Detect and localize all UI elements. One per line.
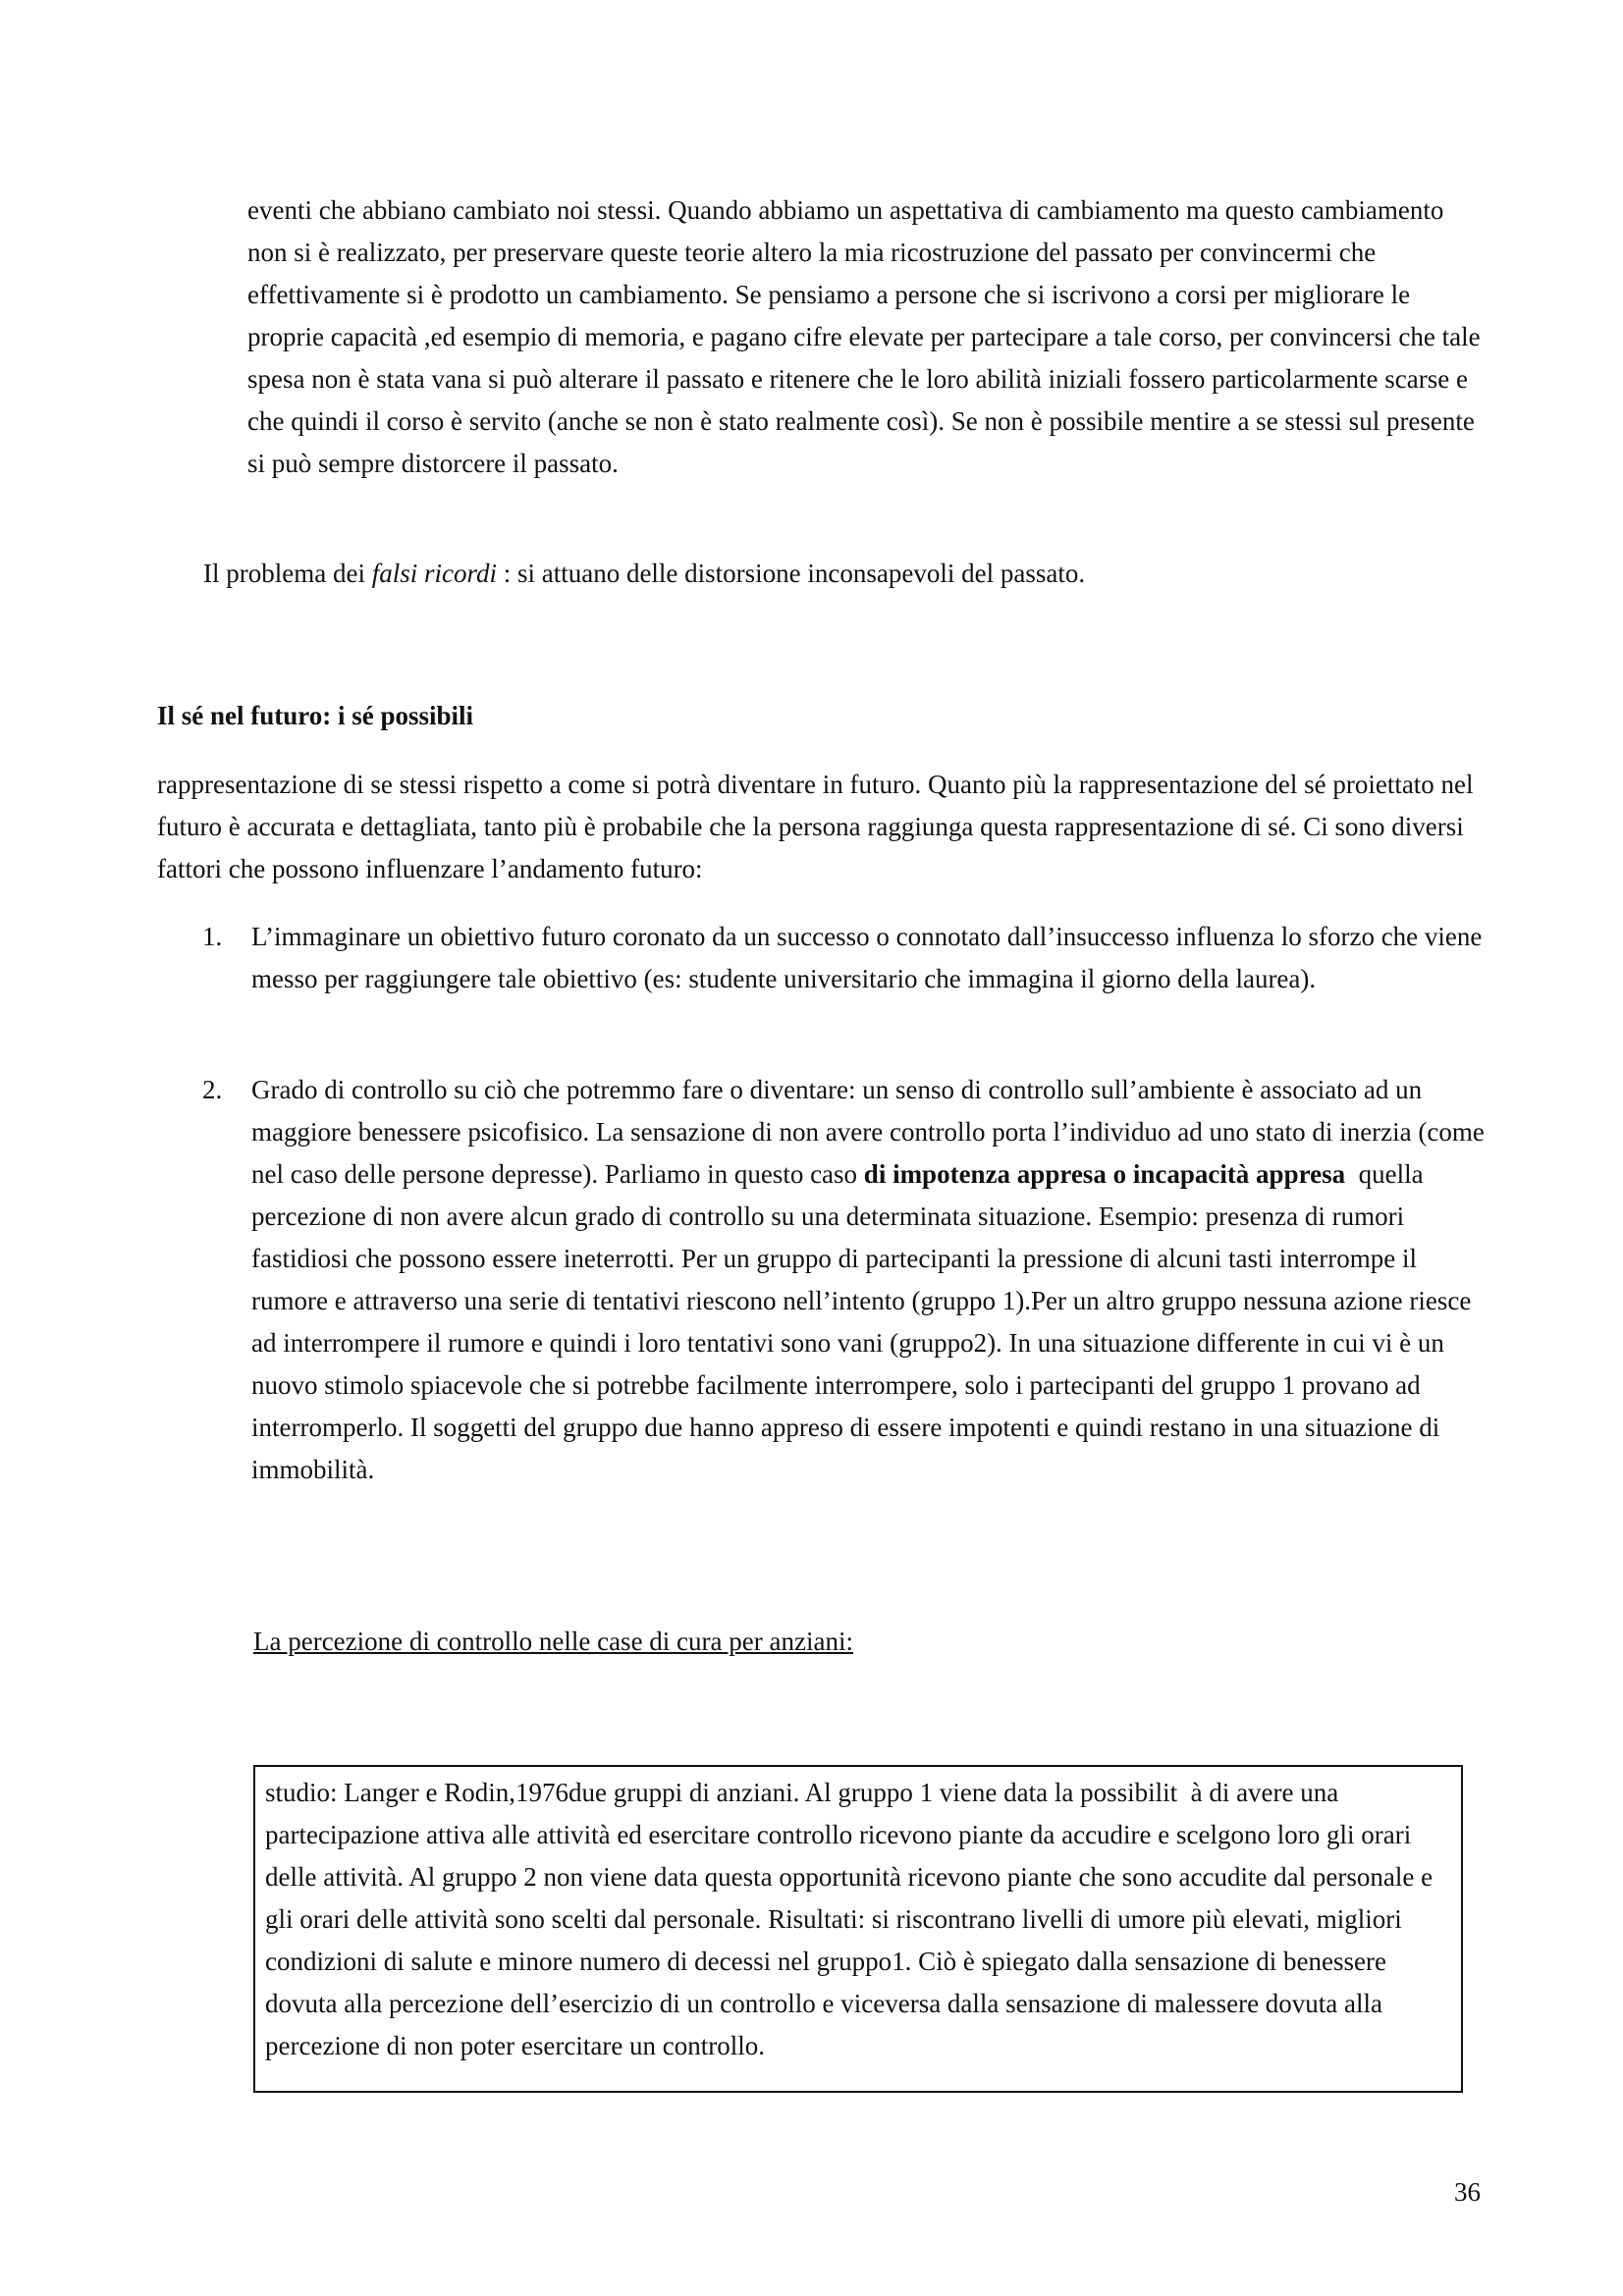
false-memories-lead: Il problema dei [203, 559, 372, 588]
study-box-text: studio: Langer e Rodin,1976due gruppi di anziani. Al gruppo 1 viene data la possibilit à di avere una partecipazione attiva alle attività ed esercitare controllo ricevono piante da accudire e scelgono loro gli orari delle attività. Al gruppo 2 non viene data questa opportunità ricevono piante che sono accudite dal personale e gli orari delle attività sono scelti dal personale. Risultati: si riscontrano livelli di umore più elevati, migliori condizioni di salute e minore numero di decessi nel gruppo1. Ciò è spiegato dalla sensazione di benessere dovuta alla percezione dell’esercizio di un controllo e viceversa dalla sensazione di malessere dovuta alla percezione di non poter esercitare un controllo. [265, 1778, 1439, 2060]
study-box [253, 1765, 1463, 2093]
list-item [202, 1069, 1485, 1491]
page-number: 36 [1454, 2177, 1481, 2207]
false-memories-term: falsi ricordi [371, 559, 497, 588]
false-memories-line [203, 553, 1480, 595]
false-memories-rest: : si attuano delle distorsione inconsapevoli del passato. [496, 559, 1086, 588]
subheading: La percezione di controllo nelle case di cura per anziani: [253, 1627, 853, 1656]
list-item [202, 916, 1485, 1000]
impotenza-appresa-term: di impotenza appresa o incapacità appresa [863, 1159, 1346, 1189]
section-paragraph: rappresentazione di se stessi rispetto a come si potrà diventare in futuro. Quanto più la rappresentazione del sé proiettato nel futuro è accurata e dettagliata, tanto più è probabile che la persona raggiunga questa rappresentazione di sé. Ci sono diversi fattori che possono influenzare l’andamento futuro: [157, 770, 1474, 883]
list-text-after: quella percezione di non avere alcun grado di controllo su una determinata situazione. Esempio: presenza di rumori fastidiosi che possono essere ineterrotti. Per un gruppo di partecipanti la pressione di alcuni tasti interrompe il rumore e attraverso una serie di tentativi riescono nell’intento (gruppo 1).Per un altro gruppo nessuna azione riesce ad interrompere il rumore e quindi i loro tentativi sono vani (gruppo2). In una situazione differente in cui vi è un nuovo stimolo spiacevole che si potrebbe facilmente interrompere, solo i partecipanti del gruppo 1 provano ad interromperlo. Il soggetti del gruppo due hanno appreso di essere impotenti e quindi restano in una situazione di immobilità. [251, 1159, 1479, 1484]
list-text-before: Grado di controllo su ciò che potremmo fare o diventare: un senso di controllo sull’ambiente è associato ad un maggiore benessere psicofisico. La sensazione di non avere controllo porta l’individuo ad uno stato di inerzia (come nel caso delle persone depresse). Parliamo in questo caso [251, 1075, 1485, 1189]
list-number: 2. [202, 1075, 223, 1104]
intro-paragraph: eventi che abbiano cambiato noi stessi. Quando abbiamo un aspettativa di cambiamento ma questo cambiamento non si è realizzato, per preservare queste teorie altero la mia ricostruzione del passato per convincermi che effettivamente si è prodotto un cambiamento. Se pensiamo a persone che si iscrivono a corsi per migliorare le proprie capacità ,ed esempio di memoria, e pagano cifre elevate per partecipare a tale corso, per convincersi che tale spesa non è stata vana si può alterare il passato e ritenere che le loro abilità iniziali fossero particolarmente scarse e che quindi il corso è servito (anche se non è stato realmente così). Se non è possibile mentire a se stessi sul presente si può sempre distorcere il passato. [247, 195, 1481, 478]
list-number: 1. [202, 922, 223, 951]
section-heading: Il sé nel futuro: i sé possibili [157, 701, 474, 730]
list-text: L’immaginare un obiettivo futuro coronato da un successo o connotato dall’insuccesso influenza lo sforzo che viene messo per raggiungere tale obiettivo (es: studente universitario che immagina il giorno della laurea). [251, 922, 1483, 993]
